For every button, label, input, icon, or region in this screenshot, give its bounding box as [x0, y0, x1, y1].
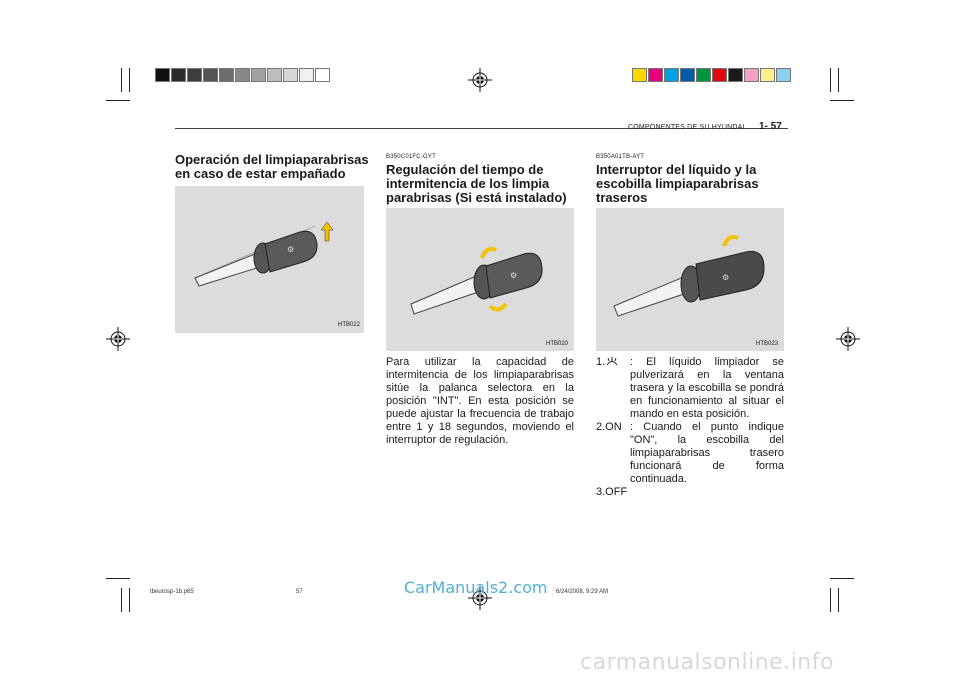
rear-wiper-stalk-illustration-icon: [596, 208, 784, 351]
watermark-link[interactable]: CarManuals2.com: [404, 578, 548, 597]
item-number: 2.ON: [596, 421, 622, 433]
calibration-swatch: [219, 68, 234, 82]
svg-text:⚙: ⚙: [287, 245, 295, 254]
item-text: [630, 486, 784, 499]
site-watermark[interactable]: carmanualsonline.info: [580, 650, 834, 675]
calibration-swatch: [728, 68, 743, 82]
figure-code: HTB023: [756, 341, 779, 347]
registration-mark-icon: [106, 327, 130, 351]
calibration-swatch: [299, 68, 314, 82]
calibration-swatch: [648, 68, 663, 82]
item-number: 3.OFF: [596, 486, 628, 498]
figure-htb023: [596, 208, 784, 351]
wiper-stalk-illustration-icon: [386, 208, 574, 351]
calibration-swatch: [632, 68, 647, 82]
section-code: B350C01FC-GYT: [386, 154, 436, 160]
calibration-swatch: [696, 68, 711, 82]
calibration-swatch: [680, 68, 695, 82]
list-item: [596, 486, 784, 499]
registration-mark-icon: [836, 327, 860, 351]
calibration-swatch: [712, 68, 727, 82]
calibration-swatch: [315, 68, 330, 82]
calibration-swatch: [203, 68, 218, 82]
col1-title: Operación del limpiaparabrisas en caso de estar empañado: [175, 152, 369, 181]
figure-code: HTB022: [338, 322, 361, 328]
grayscale-calibration-bar: [155, 68, 331, 82]
wiper-stalk-illustration-icon: [175, 186, 364, 333]
calibration-swatch: [171, 68, 186, 82]
calibration-swatch: [155, 68, 170, 82]
washer-icon: [605, 357, 619, 367]
figure-code: HTB020: [546, 341, 569, 347]
calibration-swatch: [251, 68, 266, 82]
item-text: : Cuando el punto indique "ON", la escobilla del limpiaparabrisas trasero funcionará de forma continuada.: [630, 421, 784, 485]
registration-mark-icon: [468, 68, 492, 92]
svg-text:⚙: ⚙: [510, 271, 518, 280]
calibration-swatch: [776, 68, 791, 82]
calibration-swatch: [187, 68, 202, 82]
color-calibration-bar: [632, 68, 792, 82]
footer-page: 57: [296, 589, 303, 595]
list-item: [596, 356, 784, 421]
calibration-swatch: [760, 68, 775, 82]
col3-title: Interruptor del líquido y la escobilla limpiaparabrisas traseros: [596, 162, 759, 205]
item-number: 1.: [596, 356, 606, 368]
calibration-swatch: [283, 68, 298, 82]
footer-file: tbeurosp-1b.p65: [150, 589, 194, 595]
calibration-swatch: [744, 68, 759, 82]
col3-list: [596, 356, 784, 499]
calibration-swatch: [235, 68, 250, 82]
svg-text:⚙: ⚙: [722, 273, 730, 282]
page-number: 1- 57: [759, 121, 782, 132]
figure-htb022: [175, 186, 364, 333]
list-item: [596, 421, 784, 486]
figure-htb020: [386, 208, 574, 351]
calibration-swatch: [664, 68, 679, 82]
col2-title: Regulación del tiempo de intermitencia de los limpia parabrisas (Si está instalado): [386, 162, 567, 205]
col2-body: Para utilizar la capacidad de intermitencia de los limpiaparabrisas sitúe la palanca selectora en la posición "INT". En esta posición se puede ajustar la frecuencia de trabajo entre 1 y 18 segundos, moviendo el interruptor de regulación.: [386, 356, 574, 446]
item-text: : El líquido limpiador se pulverizará en la ventana trasera y la escobilla se pondrá en funcionamiento al situar el mando en esta posición.: [630, 356, 784, 420]
calibration-swatch: [267, 68, 282, 82]
section-code: B350A01TB-AYT: [596, 154, 645, 160]
footer-date: 6/24/2008, 9:29 AM: [556, 589, 609, 595]
section-title: COMPONENTES DE SU HYUNDAI: [628, 124, 745, 131]
